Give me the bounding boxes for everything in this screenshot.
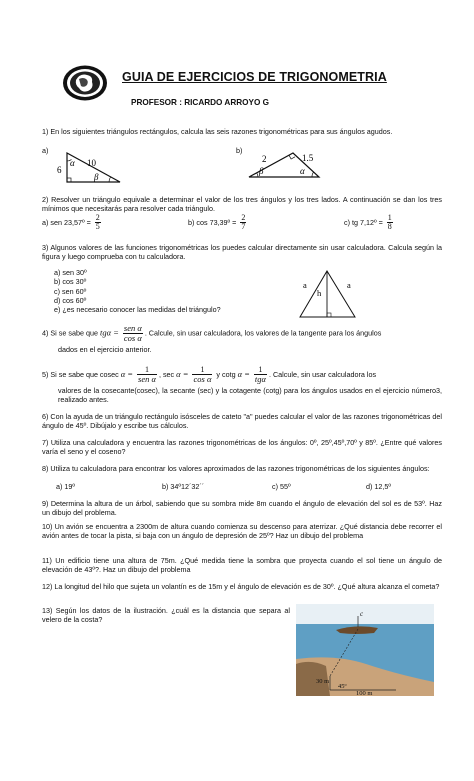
q1-label-b: b)	[236, 146, 243, 155]
question-13: 13) Según los datos de la ilustración. ¿cuál es la distancia que separa al velero de la costa?	[42, 606, 290, 625]
question-11: 11) Un edificio tiene una altura de 75m. ¿Qué medida tiene la sombra que proyecta cuando el sol tiene un ángulo de elevación de 43º?. Haz un dibujo del problema	[42, 556, 442, 575]
fig13-base: 100 m	[356, 690, 373, 696]
triangle-b-angle-beta: β	[259, 166, 264, 176]
fig13-label-c: c	[360, 610, 364, 618]
q3-item-b: b) cos 30º	[54, 277, 87, 287]
question-6: 6) Con la ayuda de un triángulo rectángulo isósceles de cateto "a" puedes calcular el valor de las razones trigonométricas del ángulo de 45º. Dibújalo y escribe tus cálculos.	[42, 412, 442, 431]
document-title: GUIA DE EJERCICIOS DE TRIGONOMETRIA	[122, 70, 387, 84]
q3-item-e: e) ¿es necesario conocer las medidas del triángulo?	[54, 305, 221, 315]
question-4-line-2: dados en el ejercicio anterior.	[58, 345, 152, 354]
question-2: 2) Resolver un triángulo equivale a determinar el valor de los tres ángulos y los tres lados. A continuación se dan los tres mínimos que necesitarás para resolver cada triángulo.	[42, 195, 442, 214]
fig13-angle: 45º	[338, 683, 347, 690]
q8-item-d: d) 12,5º	[366, 482, 392, 491]
question-4: 4) Si se sabe que tgα = $\frac{\text{sen α}}{\text{cos α}}$ . Calcule, sin usar calculadora, los valores de la tangente para los ángulos	[42, 323, 382, 343]
q3-list	[54, 268, 221, 314]
professor-name: PROFESOR : RICARDO ARROYO G	[131, 98, 269, 107]
q2-item-a: a) sen 23,57º = $\frac{2}{5}$	[42, 213, 100, 232]
question-5: 5) Si se sabe que cosec α = $\frac{1}{\text{sen α}}$ , sec α = $\frac{1}{\text{cos α}}$ y cotg α = $\frac{1}{\text{tgα}}$ . Calcule, sin usar calculadora los	[42, 365, 377, 385]
q3-item-d: d) cos 60º	[54, 295, 87, 305]
triangle-b-angle-alpha: α	[300, 166, 305, 176]
q2-item-c: c) tg 7,12º = $\frac{1}{8}$	[344, 213, 392, 232]
equilateral-triangle-figure	[295, 268, 360, 320]
question-1: 1) En los siguientes triángulos rectángulos, calcula las seis razones trigonométricas para sus ángulos agudos.	[42, 127, 393, 136]
question-5-line-2: valores de la cosecante(cosec), la secante (sec) y la cotagente (cotg) para los ángulos usados en el ejercicio número3, realizado antes.	[58, 386, 442, 405]
fig13-height: 30 m	[316, 678, 330, 685]
question-12: 12) La longitud del hilo que sujeta un volantín es de 15m y el ángulo de elevación es de 30º. ¿Qué altura alcanza el cometa?	[42, 582, 440, 591]
fig3-side-left: a	[303, 280, 307, 290]
question-8: 8) Utiliza tu calculadora para encontrar los valores aproximados de las razones trigonométricas de los siguientes ángulos:	[42, 464, 430, 473]
q1-label-a: a)	[42, 146, 49, 155]
triangle-b-figure	[244, 148, 324, 182]
triangle-a-side-left: 6	[57, 165, 62, 175]
q2-item-b: b) cos 73,39º = $\frac{2}{7}$	[188, 213, 246, 232]
triangle-b-side-left: 2	[262, 154, 267, 164]
triangle-a-figure	[50, 150, 125, 190]
fig3-side-right: a	[347, 280, 351, 290]
question-10: 10) Un avión se encuentra a 2300m de altura cuando comienza su descenso para aterrizar. ¿Qué distancia debe recorrer el avión antes de tocar la pista, si baja con un ángulo de depresión de 25º? Haz un dibujo del problema	[42, 522, 442, 541]
q8-item-a: a) 19º	[56, 482, 76, 491]
question-9: 9) Determina la altura de un árbol, sabiendo que su sombra mide 8m cuando el ángulo de elevación del sol es de 53º. Haz un dibujo del problema.	[42, 499, 442, 518]
question-3: 3) Algunos valores de las funciones trigonométricas los puedes calcular directamente sin usar calculadora. Calcula según la figura y luego comprueba con tu calculadora.	[42, 243, 442, 262]
triangle-a-angle-alpha: α	[70, 158, 75, 168]
triangle-a-hypotenuse: 10	[87, 158, 96, 168]
q8-item-c: c) 55º	[272, 482, 291, 491]
triangle-a-angle-beta: β	[94, 172, 99, 182]
triangle-b-side-right: 1.5	[302, 153, 314, 163]
q8-item-b: b) 34º12´32´´	[162, 482, 205, 491]
q3-item-a: a) sen 30º	[54, 268, 87, 277]
school-crest-logo	[62, 64, 108, 102]
sailboat-coast-illustration	[296, 604, 434, 696]
q3-item-c: c) sen 60º	[54, 286, 87, 296]
question-7: 7) Utiliza una calculadora y encuentra las razones trigonométricas de los ángulos: 0º, 25º,45º,70º y 85º. ¿Entre qué valores varía el seno y el coseno?	[42, 438, 442, 457]
fig3-height: h	[317, 288, 322, 298]
